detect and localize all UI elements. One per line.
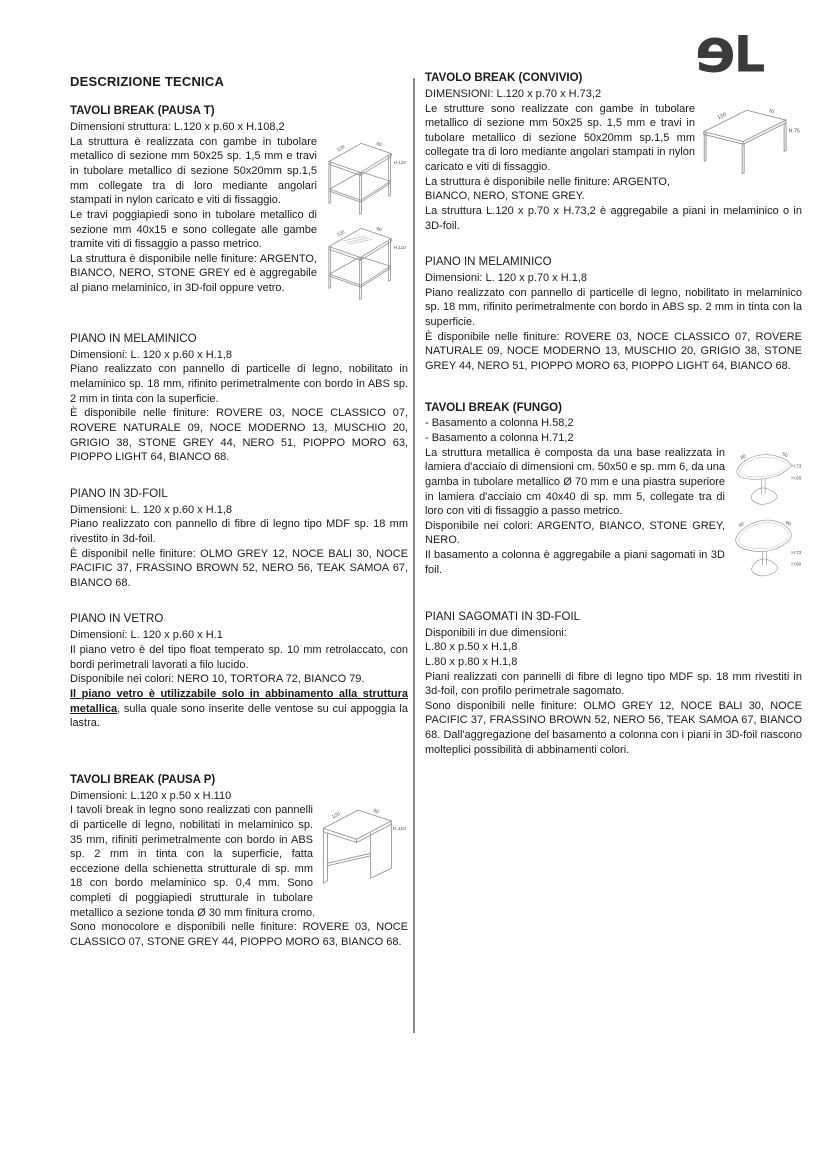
section-piano-vetro [70,612,408,730]
dim-label-depth: 50 [781,451,789,458]
section-tavoli-break-pausa-t [70,104,408,305]
pausa-t-drawings [324,137,408,301]
fungo-paragraph-3: Il basamento a colonna è aggregabile a piani sagomati in 3D foil. [425,549,725,576]
fungo-drawings [732,448,802,579]
section-tavoli-break-fungo [425,401,802,583]
dim-label-width: 120 [336,144,346,154]
dim-label-height: H.110 [393,160,406,166]
melaminico-right-paragraph-2: È disponibile nelle finiture: ROVERE 03, NOCE CLASSICO 07, ROVERE NATURALE 09, NOCE MODERNO 13, MUSCHIO 20, GRIGIO 38, STONE GREY 44, NERO 51, PIOPPO MORO 63, PIOPPO LIGHT 64, BIANCO 68. [425,330,802,372]
dim-label-width: 120 [331,811,342,821]
convivio-dimensions: DIMENSIONI: L.120 x p.70 x H.73,2 [425,87,602,100]
pausa-t-paragraph-1: La struttura è realizzata con gambe in tubolare metallico di sezione mm 50x25 sp. 1,5 mm e travi in tubolare metallico di sezione 50x20mm sp.1,5 mm collegate tra di loro mediante angolari stampati in nylon caricato e viti di fissaggio. [70,135,317,207]
section-piano-melaminico-left [70,332,408,465]
pausa-p-paragraph-1: I tavoli break in legno sono realizzati con pannelli di particelle di legno, nobilitati in melaminico sp. 35 mm, rifiniti perimetralmente con bordo in ABS sp. 2 mm in tinta con la superficie, fatta eccezione della schienetta strutturale di sp. mm 18 con bordo melaminico sp. 0,4 mm. Sono completi di poggiapiedi strutturale in tubolare metallico a sezione tonda Ø 30 mm finitura cromo. [70,804,316,919]
subsection-heading-sagomati: PIANI SAGOMATI IN 3D-FOIL [425,610,581,623]
left-column [70,73,408,950]
section-piani-sagomati [425,610,802,758]
convivio-paragraph-3: La struttura L.120 x p.70 x H.73,2 è aggregabile a piani in melaminico o in 3D-foil. [425,204,802,232]
section-heading-pausa-p: TAVOLI BREAK (PAUSA P) [70,773,216,786]
section-heading-pausa-t: TAVOLI BREAK (PAUSA T) [70,105,215,118]
pausa-p-paragraph-2: Sono monocolore e disponibili nelle finiture: ROVERE 03, NOCE CLASSICO 07, STONE GREY 44, PIOPPO MORO 63, BIANCO 68. [70,921,408,948]
dim-label-width: 80 [737,520,745,528]
subsection-heading-vetro: PIANO IN VETRO [70,613,164,626]
sagomati-paragraph-2: Sono disponibili nelle finiture: OLMO GREY 12, NOCE BALI 30, NOCE PACIFIC 37, FRASSINO BROWN 52, NERO 56, TEAK SAMOA 67, BIANCO 68. Dall'aggregazione del basamento a colonna con i piani in 3D-foil nascono molteplici possibilità di abbinamenti colori. [425,699,802,756]
vetro-paragraph-2: Disponibile nei colori: NERO 10, TORTORA 72, BIANCO 79. [70,673,365,686]
fungo-base-option-2: - Basamento a colonna H.71,2 [425,432,574,445]
subsection-heading-melaminico-right: PIANO IN MELAMINICO [425,256,552,269]
sagomati-size-1: L.80 x p.50 x H.1,8 [425,641,518,654]
dim-label-width: 120 [336,229,346,239]
dim-label-depth: 60 [375,141,383,149]
dim-label-depth: 60 [375,226,383,234]
vetro-warning-bold: Il piano vetro è utilizzabile solo in abbinamento alla struttura metallica [70,687,408,715]
dim-label-height-low: H.60 [791,474,802,480]
table-drawing-pausa-p [320,805,408,890]
pausa-p-dimensions: Dimensioni: L.120 x p.50 x H.110 [70,789,232,802]
vetro-warning [70,687,408,731]
right-column [425,71,802,757]
dim-label-depth: 50 [372,808,380,816]
sagomati-intro: Disponibili in due dimensioni: [425,626,567,639]
foil-paragraph-2: È disponibil nelle finiture: OLMO GREY 12, NOCE BALI 30, NOCE PACIFIC 37, FRASSINO BROWN 52, NERO 56, TEAK SAMOA 67, BIANCO 68. [70,547,408,589]
pausa-t-paragraph-2: Le travi poggiapiedi sono in tubolare metallico di sezione mm 40x15 e sono collegate alle gambe tramite viti di fissaggio a passo metrico. [70,208,317,251]
subsection-heading-melaminico: PIANO IN MELAMINICO [70,332,197,345]
foil-dimensions: Dimensioni: L. 120 x p.60 x H.1,8 [70,503,233,516]
section-heading-fungo: TAVOLI BREAK (FUNGO) [425,401,562,414]
vetro-warning-rest: , sulla quale sono inserite delle ventose su cui appoggia la lastra. [70,702,408,730]
fungo-paragraph-1: La struttura metallica è composta da una base realizzata in lamiera d'acciaio di dimensioni cm. 50x50 e sp. mm 6, da una gamba in tubolare metallico Ø 70 mm e una piastra superiore in lamiera d'acciaio cm 40x40 di sp. mm 5, collegate tra di loro con viti di fissaggio a passo metrico. [425,446,725,518]
dim-label-height: H.110 [393,245,406,251]
pausa-p-drawing [320,805,408,890]
melaminico-paragraph-1: Piano realizzato con pannello di particelle di legno, nobilitato in melaminico sp. 18 mm, rifinito perimetralmente con bordo in ABS sp. 2 mm in tinta con la superficie. [70,363,408,405]
dim-label-height-low: H.60 [791,560,802,566]
convivio-paragraph-2: La struttura è disponibile nelle finiture: ARGENTO, BIANCO, NERO, STONE GREY. [425,175,670,203]
table-drawing-fungo-2 [732,514,802,579]
melaminico-dimensions: Dimensioni: L. 120 x p.60 x H.1,8 [70,348,233,361]
table-drawing-pausa-t-1 [324,137,408,216]
melaminico-right-dimensions: Dimensioni: L. 120 x p.70 x H.1,8 [425,272,588,285]
column-divider [413,78,415,1033]
vetro-paragraph-1: Il piano vetro è del tipo float temperato sp. 10 mm retrolaccato, con bordi perimetrali lavorati a filo lucido. [70,644,408,671]
dim-label-width: 120 [716,111,728,121]
dim-label-depth: 80 [784,519,792,527]
dim-label-height-high: H.73 [791,549,802,555]
section-tavolo-break-convivio [425,71,802,233]
table-drawing-pausa-t-2 [324,222,408,301]
section-heading-convivio: TAVOLO BREAK (CONVIVIO) [425,72,583,84]
table-drawing-fungo-1 [732,448,802,508]
page-title: DESCRIZIONE TECNICA [70,74,225,89]
table-drawing-convivio [702,104,802,179]
convivio-drawing [702,104,802,179]
sagomati-size-2: L.80 x p.80 x H.1,8 [425,655,518,668]
logo-letter-e: e [698,28,736,80]
dim-label-height: H.75 [788,128,800,135]
dim-label-height-high: H.73 [791,463,802,469]
sagomati-paragraph-1: Piani realizzati con pannelli di fibre di legno tipo MDF sp. 18 mm rivestiti in 3d-foil, con profilo perimetrale sagomato. [425,670,802,698]
fungo-paragraph-2: Disponibile nei colori: ARGENTO, BIANCO, STONE GREY, NERO. [425,519,725,547]
melaminico-right-paragraph-1: Piano realizzato con pannello di particelle di legno, nobilitato in melaminico sp. 18 mm, rifinito perimetralmente con bordo in ABS sp. 2 mm in tinta con la superficie. [425,286,802,328]
dim-label-depth: 70 [767,107,775,116]
section-piano-melaminico-right [425,255,802,373]
fungo-base-option-1: - Basamento a colonna H.58,2 [425,417,574,430]
convivio-paragraph-1: Le strutture sono realizzate con gambe in tubolare metallico di sezione mm 50x25 sp. 1,5 mm e travi in tubolare metallico di sezione 50x20mm sp.1,5 mm collegate tra di loro mediante angolari stampati in nylon caricato e viti di fissaggio. [425,102,695,174]
melaminico-paragraph-2: È disponibile nelle finiture: ROVERE 03, NOCE CLASSICO 07, ROVERE NATURALE 09, NOCE MODERNO 13, MUSCHIO 20, GRIGIO 38, STONE GREY 44, NERO 51, PIOPPO MORO 63, PIOPPO LIGHT 64, BIANCO 68. [70,407,408,464]
dim-label-width: 80 [739,452,747,460]
pausa-t-dimensions: Dimensioni struttura: L.120 x p.60 x H.108,2 [70,121,285,134]
pausa-t-paragraph-3: La struttura è disponibile nelle finiture: ARGENTO, BIANCO, NERO, STONE GREY ed è aggregabile al piano melaminico, in 3D-foil oppure vetro. [70,252,317,295]
logo-letter-l: L [733,28,764,80]
section-piano-3d-foil [70,487,408,591]
foil-paragraph-1: Piano realizzato con pannello di fibre di legno tipo MDF sp. 18 mm rivestito in 3d-foil. [70,518,408,545]
dim-label-height: H.110 [393,826,406,833]
section-tavoli-break-pausa-p [70,773,408,950]
vetro-dimensions: Dimensioni: L. 120 x p.60 x H.1 [70,629,223,642]
subsection-heading-3d-foil: PIANO IN 3D-FOIL [70,487,168,500]
